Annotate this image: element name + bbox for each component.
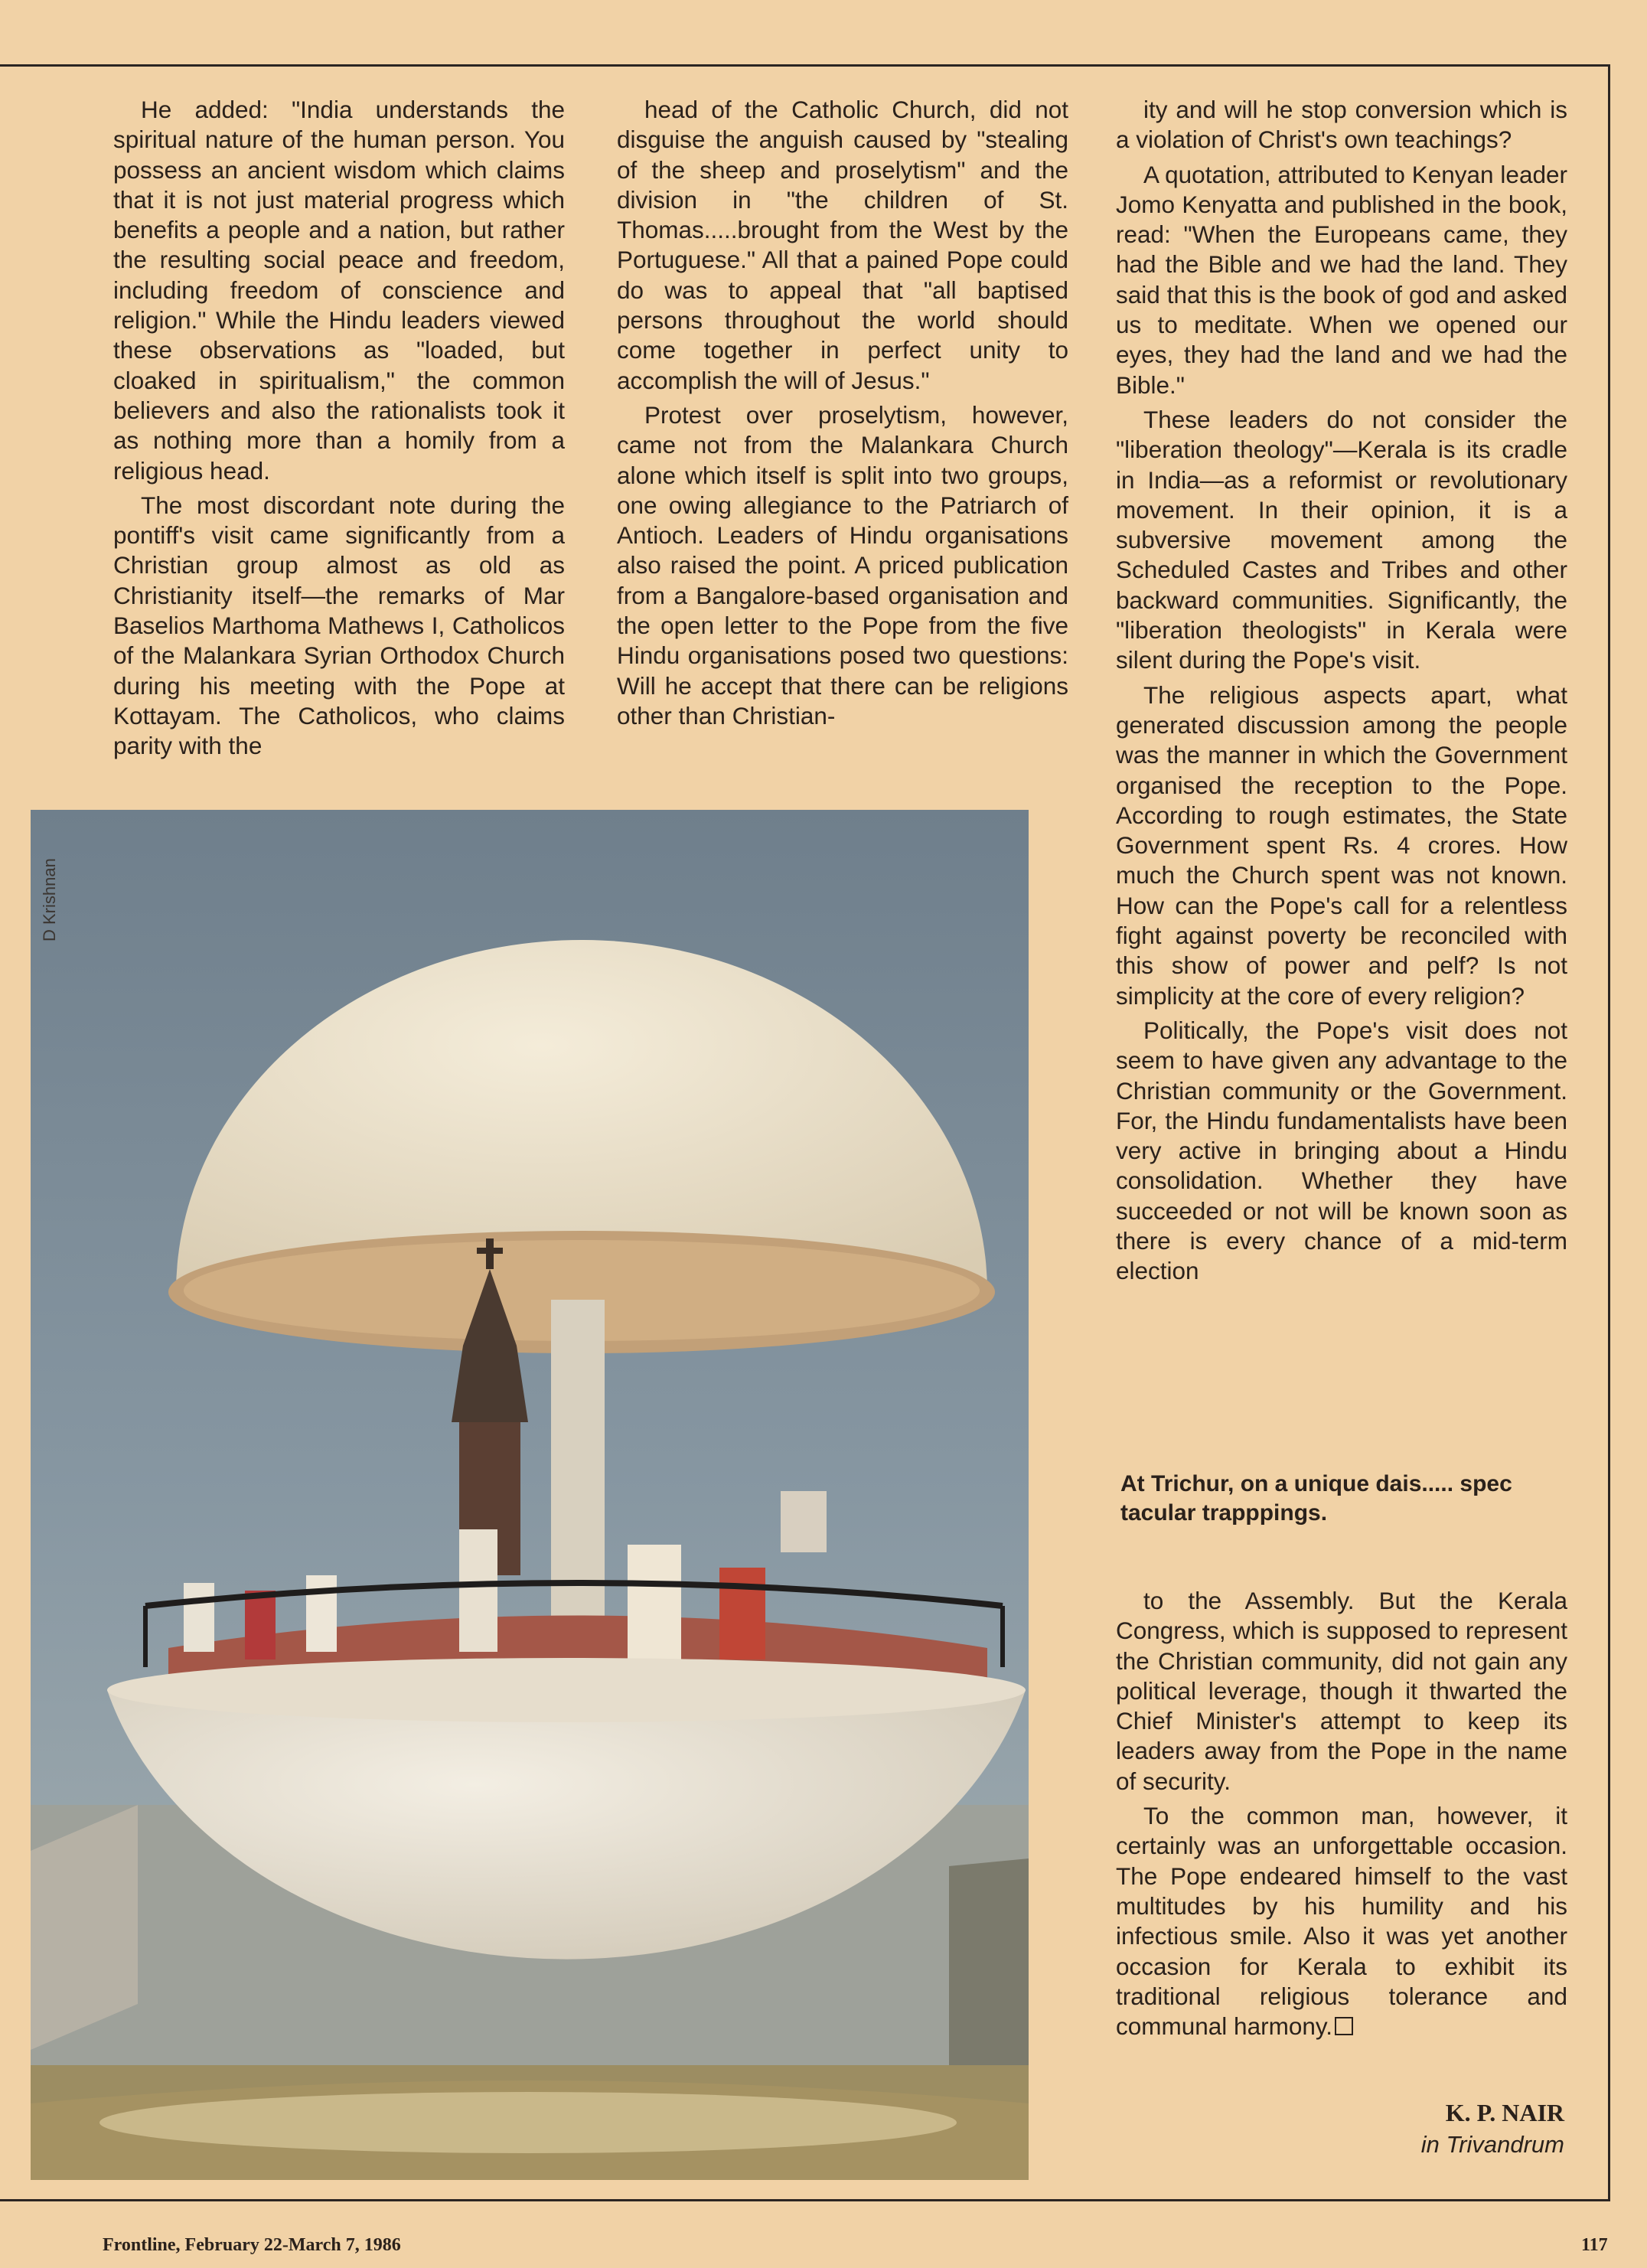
article-column-1 — [113, 95, 565, 762]
byline — [1421, 2097, 1564, 2160]
article-column-2 — [617, 95, 1068, 731]
photo-pope-dais — [31, 810, 1029, 2180]
publication-info: Frontline, February 22-March 7, 1986 — [103, 2235, 401, 2255]
article-column-3 — [1116, 95, 1567, 1287]
paragraph: head of the Catholic Church, did not disguise the anguish caused by "stealing of the sheep and proselytism" and the division in "the children of St. Thomas.....brought from the West by the Portuguese." All that a pained Pope could do was to appeal that "all baptised persons throughout the world should come together in perfect unity to accomplish the will of Jesus." — [617, 96, 1068, 394]
paragraph — [1116, 1801, 1567, 2041]
author-location: in Trivandrum — [1420, 2131, 1564, 2158]
page-number: 117 — [1581, 2235, 1608, 2255]
paragraph: Protest over proselytism, however, came not from the Malankara Church alone which itself is split into two groups, one owing allegiance to the Patriarch of Antioch. Leaders of Hindu organisations also raised the point. A priced publication from a Bangalore-based organisation and the open letter to the Pope from the five Hindu organisations posed two questions: Will he accept that there can be religions other than Christian- — [617, 400, 1068, 729]
article-column-3-continued — [1116, 1586, 1567, 2041]
paragraph: The religious aspects apart, what generated discussion among the people was the manner in which the Government organised the reception to the Pope. According to rough estimates, the State Government spent Rs. 4 crores. How much the Church spent was not known. How can the Pope's call for a relentless fight against poverty be reconciled with this show of power and pelf? Is not simplicity at the core of every religion? — [1116, 680, 1567, 1010]
paragraph: These leaders do not consider the "liberation theology"—Kerala is its cradle in India—as a reformist or revolutionary movement. In their opinion, it is a subversive movement among the Scheduled Castes and Tribes and other backward communities. Significantly, the "liberation theologists" in Kerala were silent during the Pope's visit. — [1116, 405, 1567, 674]
paragraph: A quotation, attributed to Kenyan leader Jomo Kenyatta and published in the book, read: "When the Europeans came, they had the Bible and we had the land. They said that this is the book of god and asked us to meditate. When we opened our eyes, they had the land and we had the Bible." — [1116, 160, 1567, 399]
end-mark-icon — [1335, 2017, 1353, 2035]
paragraph: ity and will he stop conversion which is a violation of Christ's own teachings? — [1116, 96, 1567, 154]
author-name: K. P. NAIR — [1445, 2099, 1564, 2126]
paragraph-text: To the common man, however, it certainly was an unforgettable occasion. The Pope endeared himself to the vast multitudes by his humility and his infectious smile. Also it was yet another occasion for Kerala to exhibit its traditional religious tolerance and communal harmony. — [1116, 1802, 1567, 2041]
paragraph: Politically, the Pope's visit does not seem to have given any advantage to the Christian community or the Government. For, the Hindu fundamentalists have been very active in bringing about a Hindu consolidation. Whether they have succeeded or not will be known soon as there is every chance of a mid-term election — [1116, 1016, 1567, 1285]
paragraph: He added: "India understands the spiritual nature of the human person. You possess an ancient wisdom which claims that it is not just material progress which benefits a people and a nation, but rather the resulting social peace and freedom, including freedom of conscience and religion." While the Hindu leaders viewed these observations as "loaded, but cloaked in spiritualism," the common believers and also the rationalists took it as nothing more than a homily from a religious head. — [113, 96, 565, 485]
photo-credit: D Krishnan — [40, 858, 59, 941]
paragraph: The most discordant note during the pontiff's visit came significantly from a Christian group almost as old as Christianity itself—the remarks of Mar Baselios Marthoma Mathews I, Catholicos of the Malankara Syrian Orthodox Church during his meeting with the Pope at Kottayam. The Catholicos, who claims parity with the — [113, 491, 565, 760]
paragraph: to the Assembly. But the Kerala Congress, which is supposed to represent the Christian community, did not gain any political leverage, though it thwarted the Chief Minister's attempt to keep its leaders away from the Pope in the name of security. — [1116, 1587, 1567, 1795]
dais-illustration — [31, 810, 1029, 2180]
photo-caption: At Trichur, on a unique dais..... spec tacular trapppings. — [1120, 1471, 1512, 1526]
